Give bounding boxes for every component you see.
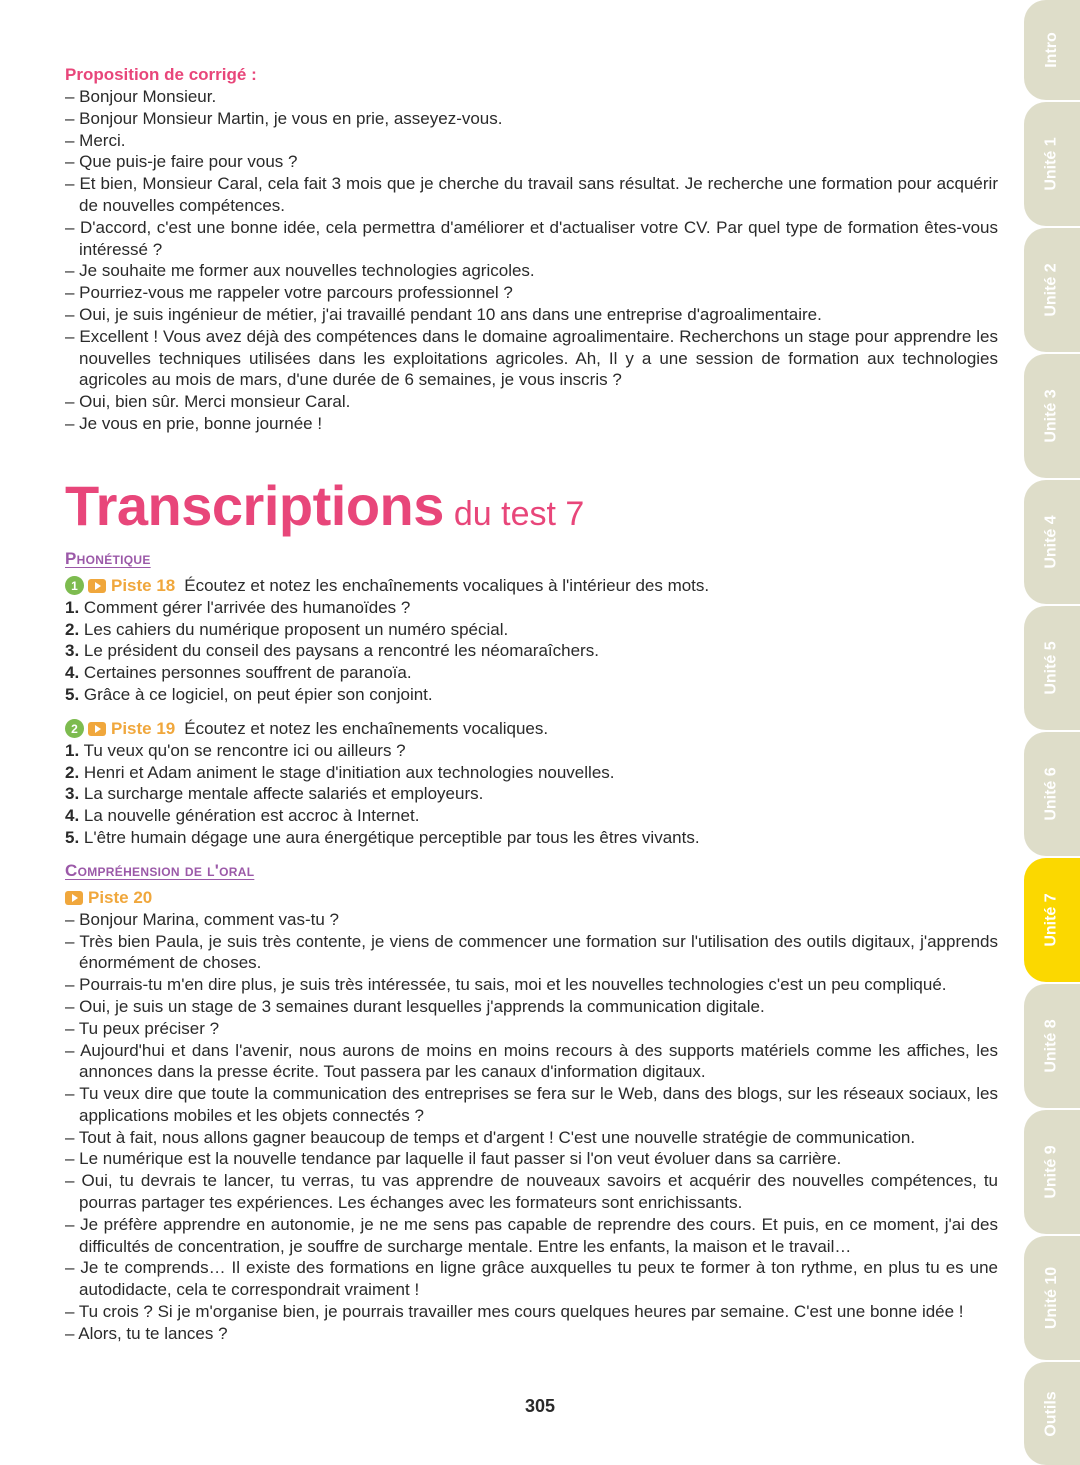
dialogue-line: – Tu veux dire que toute la communication des entreprises se fera sur le Web, dans des blogs, sur les réseaux sociaux, les applications mobiles et les objets connectés ?	[65, 1084, 998, 1125]
comprehension-dialogue	[65, 909, 998, 1345]
dialogue-line: – Je te comprends… Il existe des formations en ligne grâce auxquelles tu peux te former à ton rythme, en plus tu es une autodidacte, cela te correspondrait vraiment !	[65, 1258, 998, 1300]
tab-unite-1[interactable]	[1024, 102, 1080, 226]
item-number: 5.	[65, 827, 80, 847]
list-item	[65, 640, 998, 662]
exercise-number-badge: 1	[65, 576, 84, 595]
list-item	[65, 762, 998, 784]
tab-unite-3[interactable]	[1024, 354, 1080, 478]
section-heading-comprehension: Compréhension de l'oral	[65, 860, 255, 880]
dialogue-line: – Merci.	[65, 130, 126, 150]
tab-label: Unité 1	[1043, 137, 1060, 191]
exercise-list-2	[65, 740, 998, 849]
section-heading-phonetique: Phonétique	[65, 548, 151, 568]
tab-label: Intro	[1042, 32, 1060, 68]
tab-unite-6[interactable]	[1024, 732, 1080, 856]
tab-label: Unité 8	[1043, 1019, 1060, 1073]
item-number: 5.	[65, 684, 80, 704]
dialogue-line: – Oui, je suis un stage de 3 semaines durant lesquelles j'apprends la communication digitale.	[65, 996, 765, 1016]
exercise-header-3	[65, 887, 998, 909]
dialogue-line: – Bonjour Monsieur.	[65, 87, 217, 106]
exercise-number-badge: 2	[65, 719, 84, 738]
dialogue-line: – Je vous en prie, bonne journée !	[65, 413, 323, 433]
list-item	[65, 684, 998, 706]
list-item	[65, 662, 998, 684]
item-text: Henri et Adam animent le stage d'initiation aux technologies nouvelles.	[83, 762, 615, 782]
exercise-instruction: Écoutez et notez les enchaînements vocaliques.	[184, 718, 549, 738]
audio-play-icon[interactable]	[88, 722, 106, 736]
dialogue-line: – Je souhaite me former aux nouvelles technologies agricoles.	[65, 261, 535, 281]
item-number: 2.	[65, 762, 80, 782]
item-number: 4.	[65, 663, 80, 683]
dialogue-line: – Tu peux préciser ?	[65, 1018, 220, 1038]
piste-label: Piste 19	[111, 718, 176, 738]
audio-play-icon[interactable]	[88, 579, 106, 593]
tab-label: Unité 6	[1043, 767, 1060, 821]
item-text: La nouvelle génération est accroc à Internet.	[83, 806, 420, 826]
list-item	[65, 805, 998, 827]
tab-unite-8[interactable]	[1024, 984, 1080, 1108]
dialogue-line: – Alors, tu te lances ?	[65, 1323, 228, 1343]
list-item	[65, 619, 998, 641]
dialogue-line: – Tu crois ? Si je m'organise bien, je pourrais travailler mes cours quelques heures par semaine. C'est une bonne idée !	[65, 1302, 964, 1322]
dialogue-line: – Pourrais-tu m'en dire plus, je suis très intéressée, tu sais, moi et les nouvelles technologies c'est un peu compliqué.	[65, 975, 947, 995]
piste-label: Piste 20	[88, 887, 153, 907]
dialogue-line: – Bonjour Marina, comment vas-tu ?	[65, 909, 340, 929]
item-text: Comment gérer l'arrivée des humanoïdes ?	[83, 597, 411, 617]
dialogue-line: – Excellent ! Vous avez déjà des compétences dans le domaine agroalimentaire. Recherchons un stage pour apprendre les nouvelles techniques utilisées dans les exploitations agricoles. Ah, Il y a une session de formation aux technologies agricoles au mois de mars, d'une durée de 6 semaines, je vous inscris ?	[65, 326, 998, 390]
tab-unite-5[interactable]	[1024, 606, 1080, 730]
item-text: Tu veux qu'on se rencontre ici ou ailleurs ?	[83, 740, 406, 760]
audio-play-icon[interactable]	[65, 891, 83, 905]
dialogue-line: – Très bien Paula, je suis très contente, je viens de commencer une formation sur l'utilisation des outils digitaux, j'apprends énormément de choses.	[65, 931, 998, 973]
tab-label: Unité 2	[1043, 263, 1060, 317]
exercise-instruction: Écoutez et notez les enchaînements vocaliques à l'intérieur des mots.	[184, 575, 710, 595]
item-number: 3.	[65, 784, 80, 804]
item-number: 2.	[65, 619, 80, 639]
dialogue-line: – Et bien, Monsieur Caral, cela fait 3 mois que je cherche du travail sans résultat. Je recherche une formation pour acquérir de nouvelles compétences.	[65, 174, 998, 215]
title-sub: du test 7	[453, 494, 585, 533]
item-text: Certaines personnes souffrent de paranoïa.	[83, 663, 412, 683]
list-item	[65, 827, 998, 849]
item-text: La surcharge mentale affecte salariés et employeurs.	[83, 784, 484, 804]
page-content	[65, 64, 998, 1345]
dialogue-line: – Tout à fait, nous allons gagner beaucoup de temps et d'argent ! C'est une nouvelle stratégie de communication.	[65, 1127, 916, 1147]
item-text: Le président du conseil des paysans a rencontré les néomaraîchers.	[83, 641, 599, 661]
page-title	[65, 473, 998, 535]
title-main: Transcriptions	[65, 473, 444, 537]
list-item	[65, 740, 998, 762]
unit-tabs	[1024, 0, 1080, 1465]
piste-label: Piste 18	[111, 575, 176, 595]
tab-label: Unité 3	[1043, 389, 1060, 443]
list-item	[65, 597, 998, 619]
tab-unite-2[interactable]	[1024, 228, 1080, 352]
dialogue-line: – D'accord, c'est une bonne idée, cela permettra d'améliorer et d'actualiser votre CV. Par quel type de formation êtes-vous intéressé ?	[65, 217, 998, 259]
item-text: Les cahiers du numérique proposent un numéro spécial.	[83, 619, 509, 639]
tab-intro[interactable]	[1024, 0, 1080, 100]
tab-label: Unité 10	[1043, 1266, 1060, 1330]
tab-label: Unité 9	[1043, 1145, 1060, 1199]
dialogue-line: – Pourriez-vous me rappeler votre parcours professionnel ?	[65, 283, 513, 303]
item-number: 1.	[65, 597, 80, 617]
tab-unite-9[interactable]	[1024, 1110, 1080, 1234]
tab-label: Outils	[1043, 1390, 1060, 1437]
exercise-header-2	[65, 718, 998, 740]
dialogue-line: – Bonjour Monsieur Martin, je vous en prie, asseyez-vous.	[65, 108, 503, 128]
list-item	[65, 783, 998, 805]
dialogue-line: – Oui, bien sûr. Merci monsieur Caral.	[65, 392, 351, 412]
corrige-label: Proposition de corrigé :	[65, 65, 257, 84]
item-text: Grâce à ce logiciel, on peut épier son conjoint.	[83, 684, 433, 704]
tab-unite-7[interactable]	[1024, 858, 1080, 982]
exercise-list-1	[65, 597, 998, 706]
tab-label: Unité 5	[1043, 641, 1060, 695]
item-text: L'être humain dégage une aura énergétique perceptible par tous les êtres vivants.	[83, 827, 700, 847]
dialogue-line: – Oui, tu devrais te lancer, tu verras, tu vas apprendre de nouveaux savoirs et acquérir des nouvelles compétences, tu pourras partager tes expériences. Les échanges avec les formateurs sont enrichissants.	[65, 1171, 998, 1213]
dialogue-line: – Le numérique est la nouvelle tendance par laquelle il faut passer si l'on veut évoluer dans sa carrière.	[65, 1149, 842, 1169]
item-number: 4.	[65, 806, 80, 826]
item-number: 1.	[65, 740, 80, 760]
tab-unite-10[interactable]	[1024, 1236, 1080, 1360]
exercise-header-1	[65, 575, 998, 597]
corrige-dialogue	[65, 86, 998, 435]
tab-label: Unité 7	[1043, 893, 1060, 947]
tab-label: Unité 4	[1043, 515, 1060, 569]
page-number: 305	[524, 1396, 556, 1416]
dialogue-line: – Oui, je suis ingénieur de métier, j'ai travaillé pendant 10 ans dans une entreprise d'agroalimentaire.	[65, 304, 822, 324]
tab-outils[interactable]	[1024, 1362, 1080, 1465]
dialogue-line: – Je préfère apprendre en autonomie, je ne me sens pas capable de reprendre des cours. Et puis, en ce moment, j'ai des difficultés de concentration, je souffre de surcharge mentale. Entre les enfants, la maison et le travail…	[65, 1214, 998, 1256]
tab-unite-4[interactable]	[1024, 480, 1080, 604]
item-number: 3.	[65, 641, 80, 661]
dialogue-line: – Aujourd'hui et dans l'avenir, nous aurons de moins en moins recours à des supports matériels comme les affiches, les annonces dans la presse écrite. Tout passera par les canaux d'information digitaux.	[65, 1040, 998, 1082]
dialogue-line: – Que puis-je faire pour vous ?	[65, 152, 298, 172]
